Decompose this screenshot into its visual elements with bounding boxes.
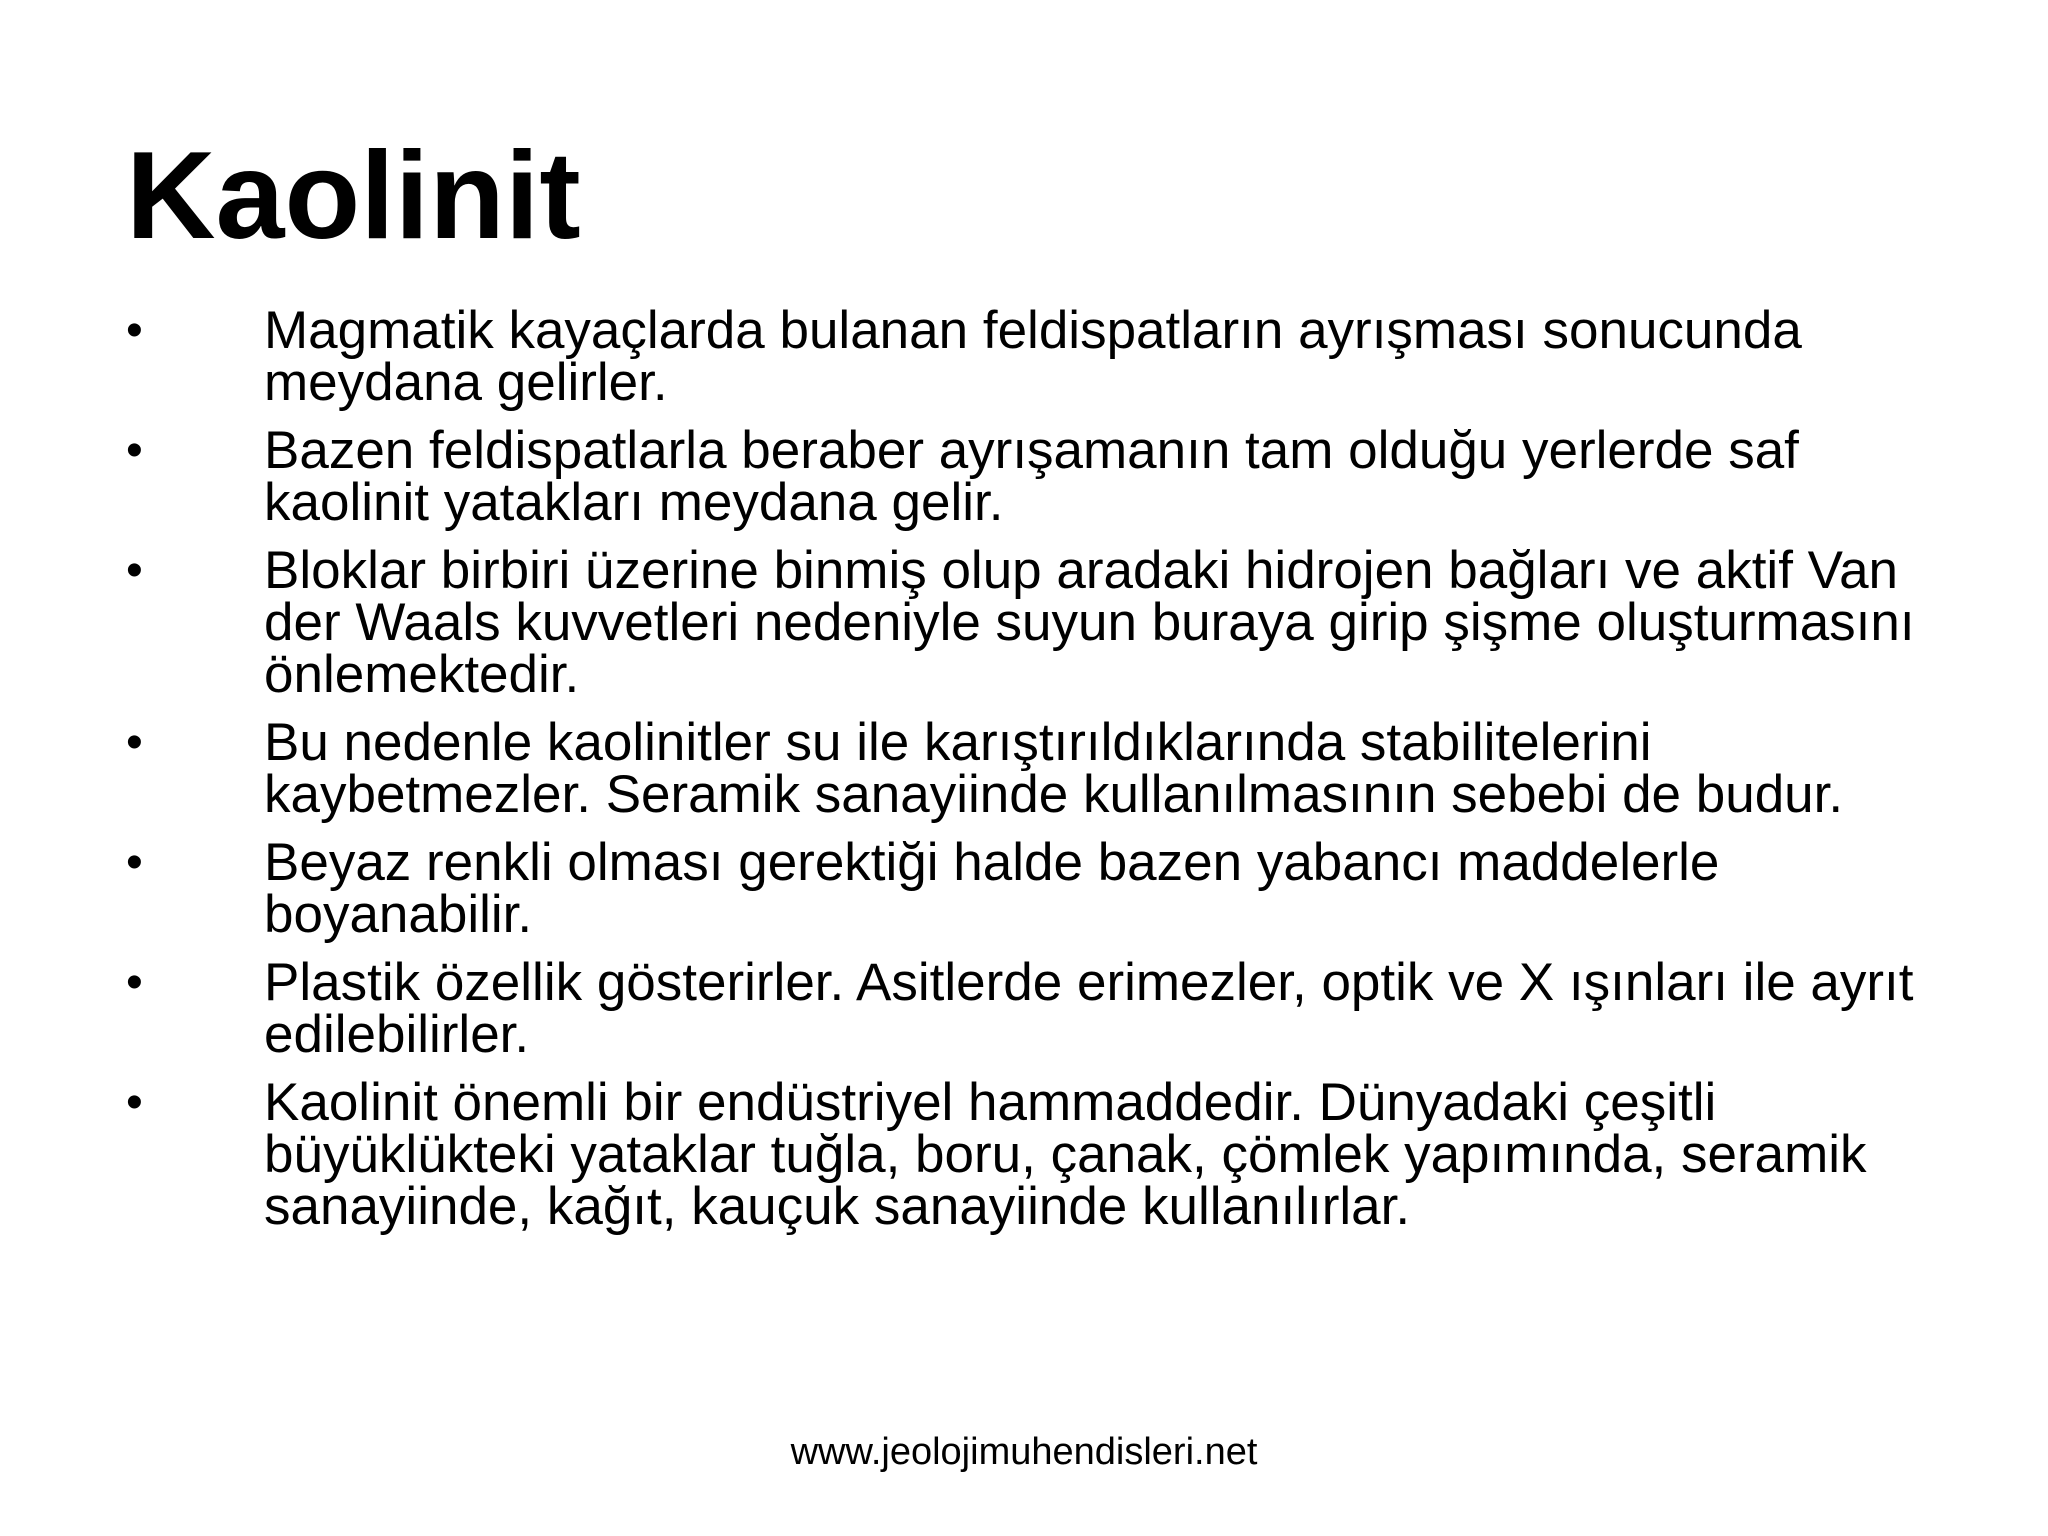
bullet-icon: • xyxy=(126,836,143,889)
bullet-text: Magmatik kayaçlarda bulanan feldispatların ayrışması sonucunda meydana gelirler. xyxy=(264,301,1802,412)
list-item xyxy=(126,713,1956,824)
slide-title: Kaolinit xyxy=(126,127,581,265)
bullet-icon: • xyxy=(126,424,143,477)
list-item xyxy=(126,421,1956,532)
bullet-icon: • xyxy=(126,544,143,597)
list-item xyxy=(126,541,1956,704)
list-item xyxy=(126,833,1956,944)
bullet-list xyxy=(126,301,1956,1249)
list-item xyxy=(126,953,1956,1064)
list-item xyxy=(126,301,1956,412)
list-item xyxy=(126,1073,1956,1236)
bullet-text: Kaolinit önemli bir endüstriyel hammaddedir. Dünyadaki çeşitli büyüklükteki yataklar tuğla, boru, çanak, çömlek yapımında, seramik sanayiinde, kağıt, kauçuk sanayiinde kullanılırlar. xyxy=(264,1073,1867,1236)
bullet-text: Bazen feldispatlarla beraber ayrışamanın tam olduğu yerlerde saf kaolinit yatakları meydana gelir. xyxy=(264,421,1799,532)
bullet-icon: • xyxy=(126,1076,143,1129)
bullet-text: Plastik özellik gösterirler. Asitlerde erimezler, optik ve X ışınları ile ayrıt edilebilirler. xyxy=(264,953,1914,1064)
bullet-text: Beyaz renkli olması gerektiği halde bazen yabancı maddelerle boyanabilir. xyxy=(264,833,1720,944)
bullet-icon: • xyxy=(126,304,143,357)
bullet-text: Bu nedenle kaolinitler su ile karıştırıldıklarında stabilitelerini kaybetmezler. Seramik sanayiinde kullanılmasının sebebi de budur. xyxy=(264,713,1844,824)
bullet-icon: • xyxy=(126,956,143,1009)
bullet-text: Bloklar birbiri üzerine binmiş olup aradaki hidrojen bağları ve aktif Van der Waals kuvvetleri nedeniyle suyun buraya girip şişme oluşturmasını önlemektedir. xyxy=(264,541,1915,704)
bullet-icon: • xyxy=(126,716,143,769)
footer-url: www.jeolojimuhendisleri.net xyxy=(790,1431,1258,1473)
